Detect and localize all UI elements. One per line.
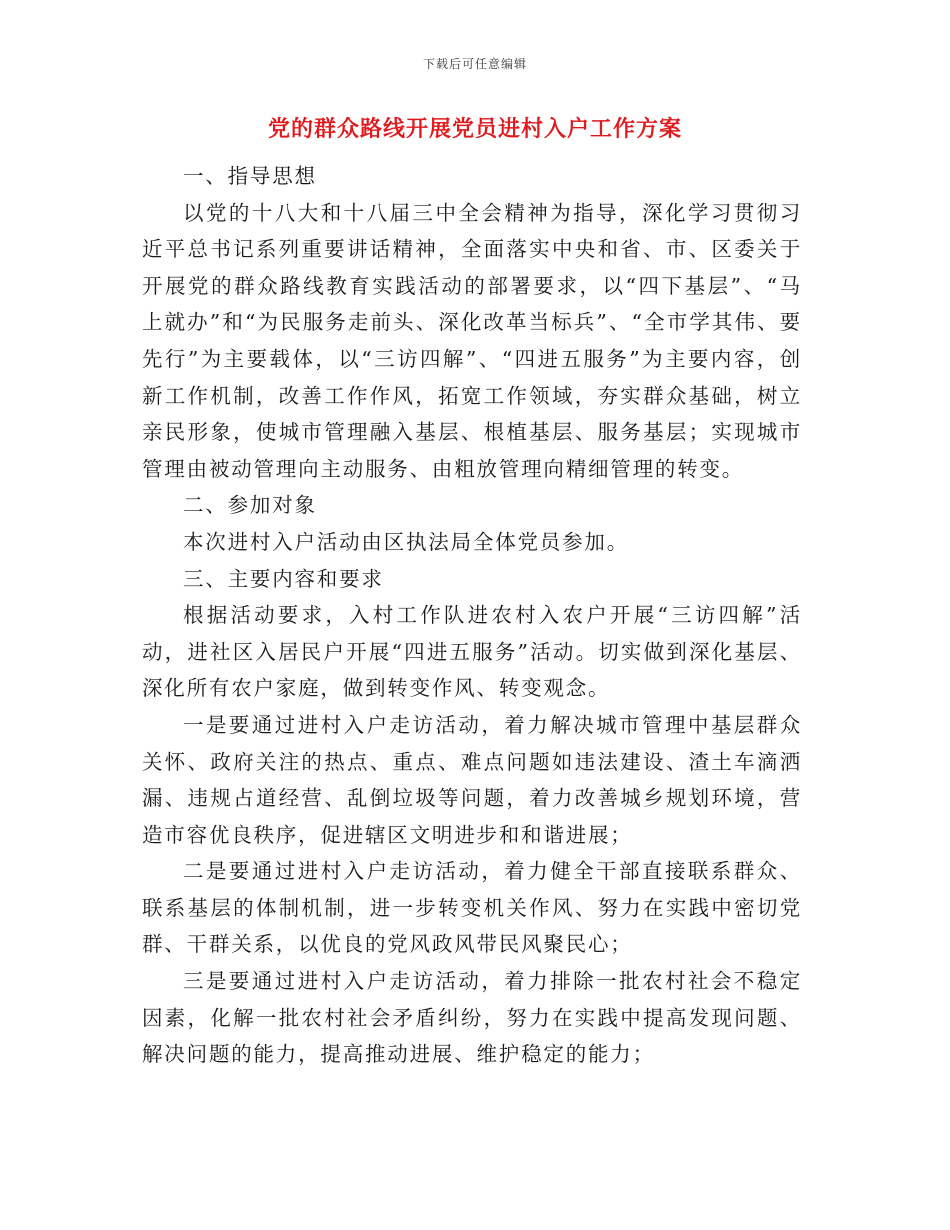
paragraph: 根据活动要求，入村工作队进农村入农户开展“三访四解”活动，进社区入居民户开展“四进五服务”活动。切实做到深化基层、深化所有农户家庭，做到转变作风、转变观念。 [142, 603, 802, 701]
section-heading-guiding-thought: 一、指导思想 [183, 164, 317, 188]
paragraph: 三是要通过进村入户走访活动，着力排除一批农村社会不稳定因素，化解一批农村社会矛盾纠纷，努力在实践中提高发现问题、解决问题的能力，提高推动进展、维护稳定的能力； [142, 969, 802, 1067]
paragraph: 本次进村入户活动由区执法局全体党员参加。 [183, 529, 629, 554]
paragraph: 一是要通过进村入户走访活动，着力解决城市管理中基层群众关怀、政府关注的热点、重点、难点问题如违法建设、渣土车滴洒漏、违规占道经营、乱倒垃圾等问题，着力改善城乡规划环境，营造市容优良秩序，促进辖区文明进步和和谐进展； [142, 712, 802, 847]
document-body [142, 158, 802, 1073]
section-heading-content-requirements: 三、主要内容和要求 [183, 566, 384, 591]
paragraph: 二是要通过进村入户走访活动，着力健全干部直接联系群众、联系基层的体制机制，进一步转变机关作风、努力在实践中密切党群、干群关系，以优良的党风政风带民风聚民心； [142, 859, 802, 957]
document-title: 党的群众路线开展党员进村入户工作方案 [267, 116, 682, 142]
paragraph: 以党的十八大和十八届三中全会精神为指导，深化学习贯彻习近平总书记系列重要讲话精神，全面落实中央和省、市、区委关于开展党的群众路线教育实践活动的部署要求，以“四下基层”、“马上就办”和“为民服务走前头、深化改革当标兵”、“全市学其伟、要先行”为主要载体，以“三访四解”、“四进五服务”为主要内容，创新工作机制，改善工作作风，拓宽工作领域，夯实群众基础，树立亲民形象，使城市管理融入基层、根植基层、服务基层；实现城市管理由被动管理向主动服务、由粗放管理向精细管理的转变。 [142, 200, 802, 481]
section-heading-participants: 二、参加对象 [183, 493, 317, 518]
header-note: 下载后可任意编辑 [422, 57, 527, 71]
